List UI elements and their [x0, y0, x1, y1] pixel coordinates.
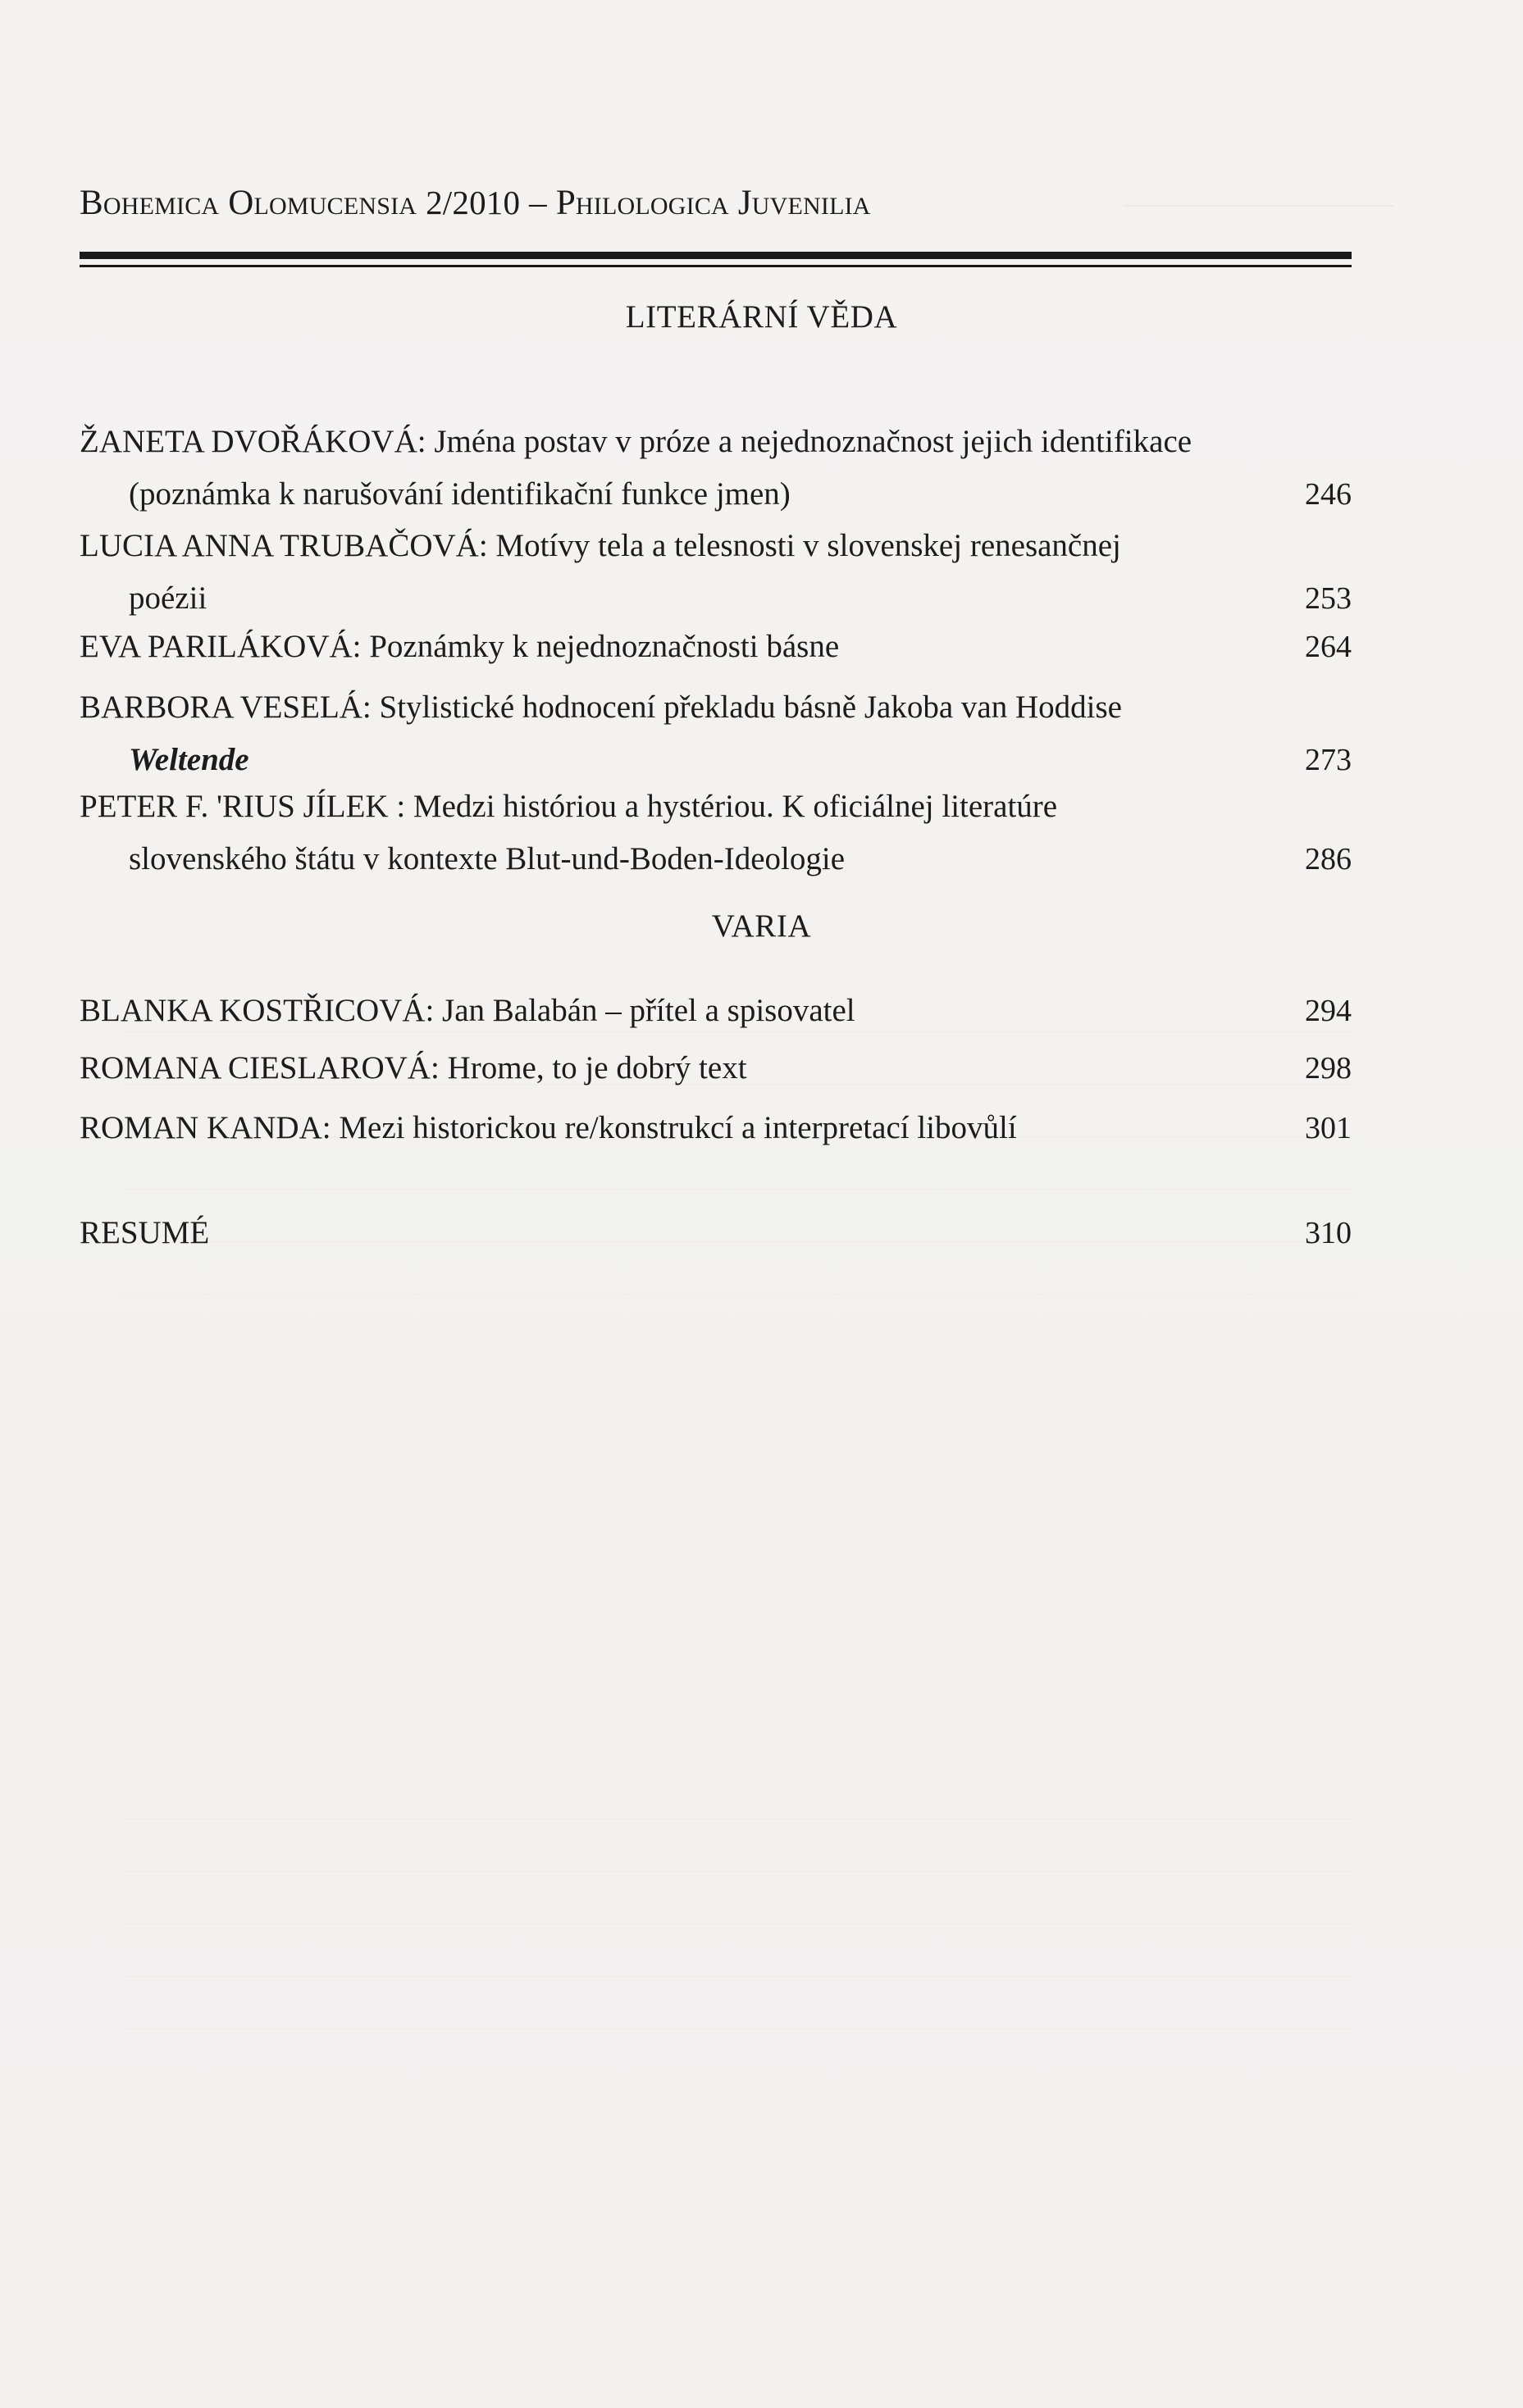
section-title-literarni-veda: LITERÁRNÍ VĚDA: [625, 299, 898, 335]
subseries-title: Philologica Juvenilia: [555, 184, 871, 222]
toc-entry: [80, 416, 1352, 521]
page-number: 253: [1305, 581, 1352, 616]
entry-line: (poznámka k narušování identifikační funkce jmen): [129, 476, 791, 512]
toc-entry: [80, 985, 1352, 1037]
entry-line: ROMAN KANDA: Mezi historickou re/konstrukcí a interpretací libovůlí: [80, 1110, 1017, 1145]
header-dash: –: [529, 184, 547, 222]
entry-line: Weltende: [129, 742, 249, 777]
section-title-varia: VARIA: [711, 908, 812, 944]
entry-line: BARBORA VESELÁ: Stylistické hodnocení překladu básně Jakoba van Hoddise: [80, 690, 1122, 725]
page-number: 301: [1305, 1111, 1352, 1145]
header-rule-thick: [80, 252, 1352, 259]
page-number: 298: [1305, 1051, 1352, 1086]
entry-line: ROMANA CIESLAROVÁ: Hrome, to je dobrý text: [80, 1050, 747, 1086]
toc-entry: [80, 1102, 1352, 1154]
toc-entry-resume: [80, 1207, 1352, 1259]
page-number: 286: [1305, 842, 1352, 876]
page-number: 294: [1305, 994, 1352, 1028]
toc-entry: [80, 1042, 1352, 1095]
toc-entry: [80, 621, 1352, 673]
toc-entry: [80, 681, 1352, 786]
header-rule-thin: [80, 265, 1352, 267]
entry-line: slovenského štátu v kontexte Blut-und-Boden-Ideologie: [129, 841, 846, 876]
page-number: 264: [1305, 630, 1352, 664]
entry-line: EVA PARILÁKOVÁ: Poznámky k nejednoznačnosti básne: [80, 629, 840, 664]
entry-line: LUCIA ANNA TRUBAČOVÁ: Motívy tela a telesnosti v slovenskej renesančnej: [80, 528, 1121, 563]
entry-line: PETER F. 'RIUS JÍLEK : Medzi históriou a hystériou. K oficiálnej literatúre: [80, 789, 1058, 824]
entry-line: poézii: [129, 580, 207, 616]
page-number: 246: [1305, 477, 1352, 512]
entry-line: BLANKA KOSTŘICOVÁ: Jan Balabán – přítel a spisovatel: [80, 993, 855, 1028]
issue-number: 2/2010: [426, 184, 521, 221]
page-number: 273: [1305, 743, 1352, 777]
page-number: 310: [1305, 1216, 1352, 1250]
journal-title: Bohemica Olomucensia: [80, 184, 417, 222]
toc-entry: [80, 781, 1352, 885]
toc-entry: [80, 520, 1352, 625]
entry-line: ŽANETA DVOŘÁKOVÁ: Jména postav v próze a nejednoznačnost jejich identifikace: [80, 424, 1192, 459]
entry-line: RESUMÉ: [80, 1215, 210, 1250]
show-through-lines: [123, 1017, 1353, 2083]
running-header: [80, 183, 1359, 223]
